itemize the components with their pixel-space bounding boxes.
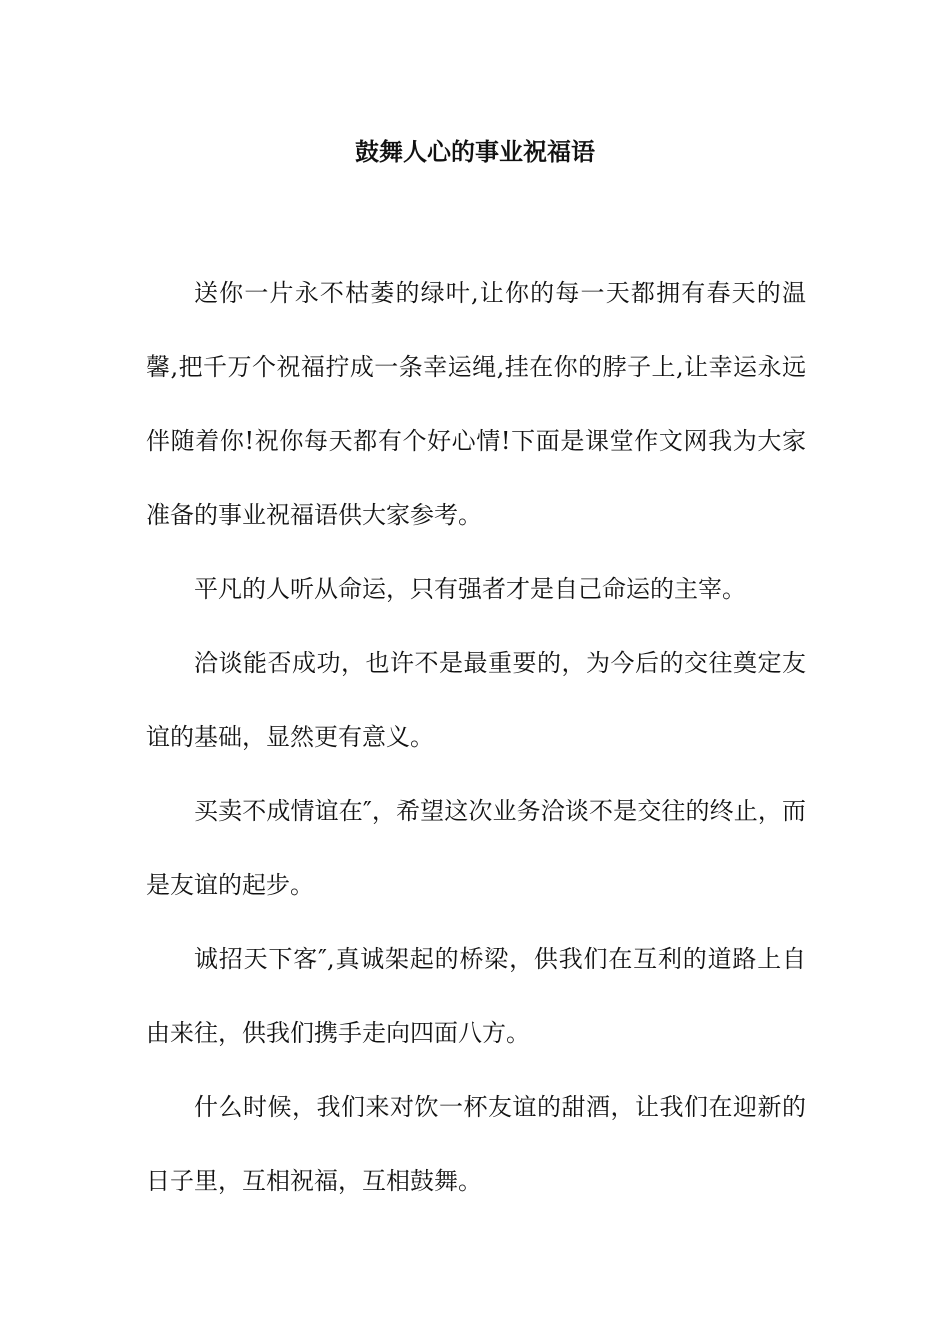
paragraph-fate: 平凡的人听从命运，只有强者才是自己命运的主宰。: [194, 575, 746, 603]
paragraph-friendship: 买卖不成情谊在″，希望这次业务洽谈不是交往的终止，而是友谊的起步。: [146, 797, 806, 899]
document-title: 鼓舞人心的事业祝福语: [355, 138, 595, 166]
paragraph-negotiation: 洽谈能否成功，也许不是最重要的，为今后的交往奠定友谊的基础，显然更有意义。: [146, 649, 806, 751]
paragraph-intro: 送你一片永不枯萎的绿叶,让你的每一天都拥有春天的温馨,把千万个祝福拧成一条幸运绳,挂在你的脖子上,让幸运永远伴随着你!祝你每天都有个好心情!下面是课堂作文网我为大家准备的事业祝福语供大家参考。: [146, 279, 806, 529]
document-body: [146, 256, 806, 1218]
paragraph-sincerity: 诚招天下客″,真诚架起的桥梁，供我们在互利的道路上自由来往，供我们携手走向四面八方。: [146, 945, 806, 1047]
paragraph-toast: 什么时候，我们来对饮一杯友谊的甜酒，让我们在迎新的日子里，互相祝福，互相鼓舞。: [146, 1093, 806, 1195]
